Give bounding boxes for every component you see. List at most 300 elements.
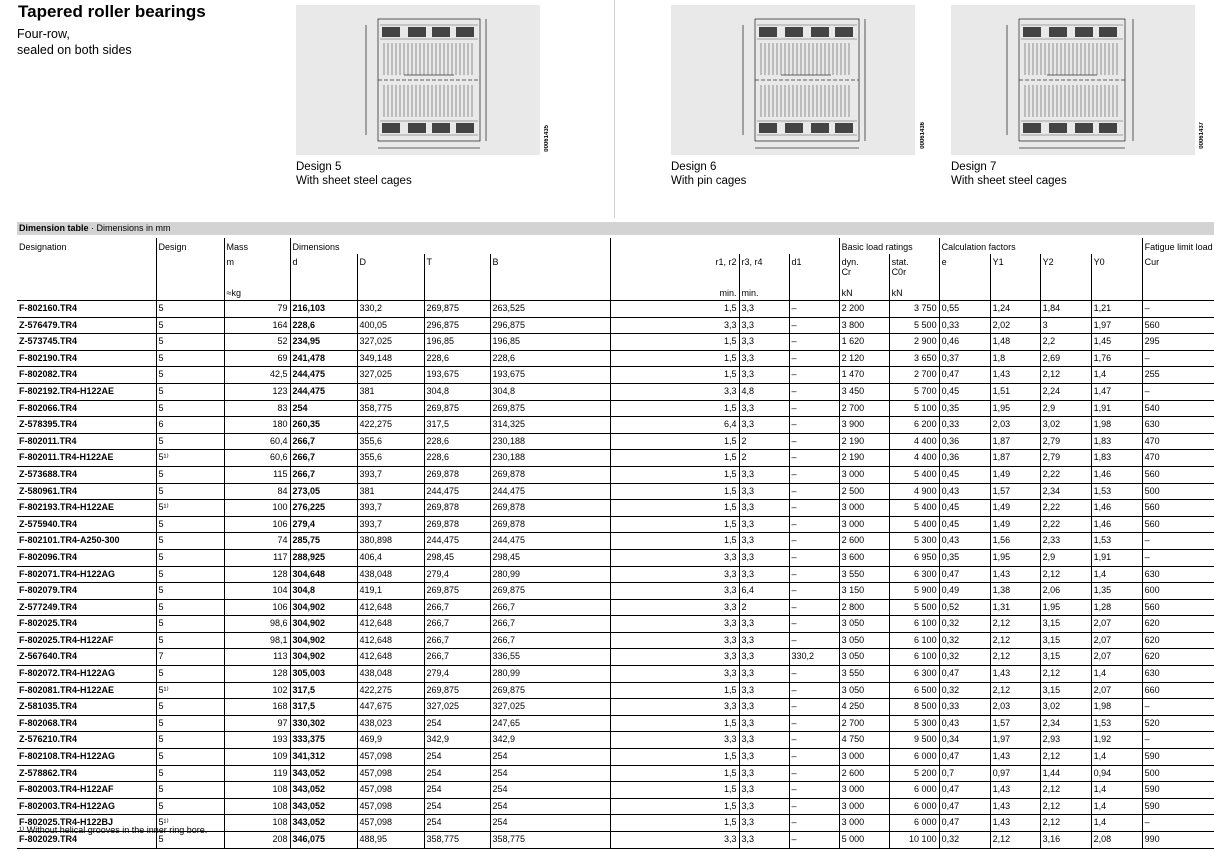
cell-D: 327,025 [357, 367, 424, 384]
divider [614, 0, 615, 218]
cell-cr: 3 600 [839, 549, 889, 566]
col-m: m [224, 254, 290, 283]
cell-r12: 3,3 [610, 599, 739, 616]
cell-r12: 1,5 [610, 301, 739, 318]
cell-designation: Z-576210.TR4 [17, 732, 156, 749]
cell-r12: 3,3 [610, 732, 739, 749]
cell-r12: 3,3 [610, 699, 739, 716]
col-kn1: kN [839, 283, 889, 301]
cell-y0: 1,91 [1091, 400, 1142, 417]
cell-d1: – [789, 666, 839, 683]
cell-cur: – [1142, 732, 1214, 749]
cell-D: 419,1 [357, 583, 424, 600]
cell-designation: F-802192.TR4-H122AE [17, 383, 156, 400]
cell-D: 412,648 [357, 649, 424, 666]
cell-T: 327,025 [424, 699, 490, 716]
cell-T: 228,6 [424, 433, 490, 450]
cell-y0: 1,83 [1091, 450, 1142, 467]
cell-d: 317,5 [290, 699, 357, 716]
table-row [17, 483, 1214, 500]
cell-y2: 2,06 [1040, 583, 1091, 600]
cell-y0: 1,98 [1091, 417, 1142, 434]
cell-y0: 1,53 [1091, 533, 1142, 550]
cell-y2: 2,12 [1040, 815, 1091, 832]
cell-r34: 3,3 [739, 832, 789, 849]
cell-cur: 500 [1142, 765, 1214, 782]
cell-T: 269,878 [424, 466, 490, 483]
table-row [17, 533, 1214, 550]
cell-y1: 1,49 [990, 516, 1040, 533]
cell-designation: Z-573745.TR4 [17, 334, 156, 351]
cell-B: 254 [490, 815, 610, 832]
cell-y1: 1,87 [990, 433, 1040, 450]
cell-r12: 3,3 [610, 583, 739, 600]
cell-y1: 2,12 [990, 616, 1040, 633]
cell-T: 296,875 [424, 317, 490, 334]
cell-cur: – [1142, 699, 1214, 716]
cell-T: 254 [424, 715, 490, 732]
cell-D: 355,6 [357, 450, 424, 467]
cell-designation: F-802068.TR4 [17, 715, 156, 732]
table-row [17, 350, 1214, 367]
table-row [17, 450, 1214, 467]
cell-mass: 113 [224, 649, 290, 666]
cell-B: 266,7 [490, 632, 610, 649]
cell-cur: – [1142, 383, 1214, 400]
table-body [17, 301, 1214, 849]
cell-c0r: 6 000 [889, 815, 939, 832]
h3-empty [156, 283, 224, 301]
cell-r34: 3,3 [739, 649, 789, 666]
cell-designation: F-802025.TR4-H122BJ [17, 815, 156, 832]
cell-d: 285,75 [290, 533, 357, 550]
cell-y0: 1,4 [1091, 815, 1142, 832]
design-6-caption [671, 161, 746, 188]
cell-cr: 3 050 [839, 616, 889, 633]
cell-d1: – [789, 549, 839, 566]
cell-cur: 255 [1142, 367, 1214, 384]
table-row [17, 666, 1214, 683]
cell-T: 254 [424, 798, 490, 815]
cell-y2: 2,34 [1040, 715, 1091, 732]
cell-y0: 0,94 [1091, 765, 1142, 782]
cell-D: 438,048 [357, 666, 424, 683]
col-stat [889, 254, 939, 283]
cell-e: 0,32 [939, 649, 990, 666]
cell-y0: 2,07 [1091, 632, 1142, 649]
cell-c0r: 5 300 [889, 533, 939, 550]
cell-d1: – [789, 732, 839, 749]
cell-y1: 1,97 [990, 732, 1040, 749]
cell-T: 266,7 [424, 616, 490, 633]
cell-T: 279,4 [424, 666, 490, 683]
cell-y2: 1,95 [1040, 599, 1091, 616]
col-r34: r3, r4 [739, 254, 789, 283]
cell-T: 269,878 [424, 516, 490, 533]
cell-e: 0,36 [939, 450, 990, 467]
cell-D: 457,098 [357, 782, 424, 799]
cell-y1: 1,51 [990, 383, 1040, 400]
cell-c0r: 6 000 [889, 798, 939, 815]
cell-mass: 98,6 [224, 616, 290, 633]
cell-mass: 115 [224, 466, 290, 483]
cell-T: 304,8 [424, 383, 490, 400]
cell-d: 304,8 [290, 583, 357, 600]
col-y2: Y2 [1040, 254, 1091, 283]
cell-y2: 2,34 [1040, 483, 1091, 500]
cell-y2: 2,12 [1040, 566, 1091, 583]
cell-mass: 168 [224, 699, 290, 716]
cell-e: 0,47 [939, 749, 990, 766]
cell-c0r: 6 200 [889, 417, 939, 434]
cell-designation: F-802066.TR4 [17, 400, 156, 417]
cell-y1: 2,12 [990, 649, 1040, 666]
cell-T: 254 [424, 749, 490, 766]
cell-cr: 3 550 [839, 666, 889, 683]
cell-designation: Z-575940.TR4 [17, 516, 156, 533]
cell-r12: 3,3 [610, 566, 739, 583]
design-6-label: Design 6 [671, 161, 717, 173]
cell-r34: 3,3 [739, 765, 789, 782]
cell-cr: 3 900 [839, 417, 889, 434]
cell-d1: 330,2 [789, 649, 839, 666]
cell-r34: 3,3 [739, 516, 789, 533]
cell-D: 412,648 [357, 632, 424, 649]
cell-design: 5 [156, 699, 224, 716]
cell-y0: 1,91 [1091, 549, 1142, 566]
cell-e: 0,49 [939, 583, 990, 600]
cell-e: 0,32 [939, 832, 990, 849]
cell-y1: 1,49 [990, 500, 1040, 517]
cell-d1: – [789, 334, 839, 351]
cell-r34: 6,4 [739, 583, 789, 600]
cell-d: 317,5 [290, 682, 357, 699]
cell-design: 5¹⁾ [156, 450, 224, 467]
cell-d1: – [789, 715, 839, 732]
col-kn2: kN [889, 283, 939, 301]
cell-B: 269,875 [490, 400, 610, 417]
cell-y1: 2,12 [990, 632, 1040, 649]
table-row [17, 682, 1214, 699]
cell-e: 0,33 [939, 417, 990, 434]
dimension-table [17, 238, 1214, 849]
cell-c0r: 5 900 [889, 583, 939, 600]
cell-y0: 1,46 [1091, 466, 1142, 483]
cell-r12: 1,5 [610, 350, 739, 367]
cell-mass: 117 [224, 549, 290, 566]
cell-c0r: 5 400 [889, 516, 939, 533]
cell-r34: 3,3 [739, 417, 789, 434]
col-d: d [290, 254, 357, 283]
table-row [17, 732, 1214, 749]
cell-r12: 1,5 [610, 334, 739, 351]
cell-y0: 2,08 [1091, 832, 1142, 849]
cell-r34: 3,3 [739, 533, 789, 550]
cell-B: 336,55 [490, 649, 610, 666]
table-row [17, 649, 1214, 666]
cell-design: 5 [156, 566, 224, 583]
cell-design: 5 [156, 383, 224, 400]
cell-c0r: 10 100 [889, 832, 939, 849]
cell-d1: – [789, 516, 839, 533]
table-row [17, 765, 1214, 782]
cell-mass: 108 [224, 815, 290, 832]
cell-r12: 3,3 [610, 666, 739, 683]
cell-mass: 108 [224, 782, 290, 799]
cell-c0r: 6 300 [889, 666, 939, 683]
cell-mass: 180 [224, 417, 290, 434]
cell-T: 279,4 [424, 566, 490, 583]
col-min1: min. [610, 283, 739, 301]
cell-c0r: 6 000 [889, 749, 939, 766]
cell-y0: 1,21 [1091, 301, 1142, 318]
cell-B: 266,7 [490, 599, 610, 616]
cell-D: 393,7 [357, 466, 424, 483]
cell-designation: Z-577249.TR4 [17, 599, 156, 616]
cell-e: 0,45 [939, 466, 990, 483]
cell-mass: 123 [224, 383, 290, 400]
cell-y0: 1,35 [1091, 583, 1142, 600]
cell-r12: 1,5 [610, 765, 739, 782]
col-design: Design [156, 238, 224, 254]
table-row [17, 433, 1214, 450]
cell-y2: 3,15 [1040, 682, 1091, 699]
cell-e: 0,52 [939, 599, 990, 616]
cell-design: 5 [156, 749, 224, 766]
cell-d: 305,003 [290, 666, 357, 683]
cell-cr: 4 750 [839, 732, 889, 749]
cell-e: 0,32 [939, 616, 990, 633]
cell-y1: 2,03 [990, 417, 1040, 434]
cell-d1: – [789, 450, 839, 467]
cell-design: 5 [156, 516, 224, 533]
cell-y0: 1,53 [1091, 483, 1142, 500]
cell-cr: 3 000 [839, 516, 889, 533]
cell-cur: 620 [1142, 632, 1214, 649]
cell-T: 269,878 [424, 500, 490, 517]
cell-d: 276,225 [290, 500, 357, 517]
cell-d: 260,35 [290, 417, 357, 434]
cell-cur: – [1142, 549, 1214, 566]
col-y0: Y0 [1091, 254, 1142, 283]
cell-r34: 3,3 [739, 483, 789, 500]
cell-B: 269,878 [490, 500, 610, 517]
cell-r34: 3,3 [739, 682, 789, 699]
cell-c0r: 5 300 [889, 715, 939, 732]
cell-mass: 106 [224, 599, 290, 616]
table-row [17, 466, 1214, 483]
cell-D: 400,05 [357, 317, 424, 334]
cell-e: 0,55 [939, 301, 990, 318]
cell-d: 288,925 [290, 549, 357, 566]
cell-B: 314,325 [490, 417, 610, 434]
table-row [17, 616, 1214, 633]
h3-empty [490, 283, 610, 301]
cell-D: 457,098 [357, 765, 424, 782]
cell-design: 5 [156, 350, 224, 367]
cell-y1: 1,38 [990, 583, 1040, 600]
cell-d: 273,05 [290, 483, 357, 500]
col-e: e [939, 254, 990, 283]
cell-r34: 3,3 [739, 500, 789, 517]
cell-r34: 2 [739, 450, 789, 467]
cell-D: 457,098 [357, 815, 424, 832]
cell-cur: 560 [1142, 317, 1214, 334]
cell-r12: 1,5 [610, 682, 739, 699]
cell-d: 266,7 [290, 433, 357, 450]
h3-empty [789, 283, 839, 301]
cell-mass: 84 [224, 483, 290, 500]
cell-y0: 1,46 [1091, 516, 1142, 533]
cell-D: 381 [357, 483, 424, 500]
cell-B: 254 [490, 765, 610, 782]
cell-r34: 3,3 [739, 798, 789, 815]
cell-r34: 3,3 [739, 317, 789, 334]
cell-y1: 1,57 [990, 715, 1040, 732]
cell-designation: Z-576479.TR4 [17, 317, 156, 334]
design-7-docnum: 00061437 [1199, 122, 1205, 149]
cell-B: 280,99 [490, 566, 610, 583]
cell-cr: 5 000 [839, 832, 889, 849]
cell-mass: 108 [224, 798, 290, 815]
cell-e: 0,47 [939, 815, 990, 832]
cell-d1: – [789, 301, 839, 318]
cell-d1: – [789, 749, 839, 766]
cell-cur: 590 [1142, 749, 1214, 766]
cell-cur: 560 [1142, 516, 1214, 533]
cell-r34: 3,3 [739, 566, 789, 583]
col-D: D [357, 254, 424, 283]
cell-cur: 660 [1142, 682, 1214, 699]
col-dyn-label: dyn. [841, 257, 859, 267]
cell-designation: F-802096.TR4 [17, 549, 156, 566]
cell-r12: 3,3 [610, 383, 739, 400]
col-T: T [424, 254, 490, 283]
cell-mass: 83 [224, 400, 290, 417]
cell-e: 0,47 [939, 367, 990, 384]
cell-design: 5 [156, 301, 224, 318]
cell-designation: F-802025.TR4-H122AF [17, 632, 156, 649]
cell-r34: 4,8 [739, 383, 789, 400]
col-calc-factors: Calculation factors [939, 238, 1142, 254]
cell-d1: – [789, 433, 839, 450]
col-cr: Cr [841, 267, 852, 277]
cell-r34: 3,3 [739, 400, 789, 417]
cell-cur: 470 [1142, 450, 1214, 467]
cell-c0r: 5 400 [889, 500, 939, 517]
cell-r34: 3,3 [739, 466, 789, 483]
cell-cr: 3 150 [839, 583, 889, 600]
cell-r12: 1,5 [610, 367, 739, 384]
table-row [17, 749, 1214, 766]
cell-c0r: 6 100 [889, 632, 939, 649]
cell-d: 343,052 [290, 815, 357, 832]
cell-T: 266,7 [424, 599, 490, 616]
dimension-table-bar [17, 222, 1214, 235]
cell-y1: 1,87 [990, 450, 1040, 467]
cell-e: 0,35 [939, 549, 990, 566]
cell-designation: F-802081.TR4-H122AE [17, 682, 156, 699]
cell-cur: 560 [1142, 599, 1214, 616]
cell-r34: 3,3 [739, 732, 789, 749]
cell-r34: 2 [739, 599, 789, 616]
cell-cr: 2 190 [839, 450, 889, 467]
table-row [17, 367, 1214, 384]
cell-d: 343,052 [290, 782, 357, 799]
cell-mass: 119 [224, 765, 290, 782]
cell-designation: F-802190.TR4 [17, 350, 156, 367]
col-r12: r1, r2 [610, 254, 739, 283]
cell-y0: 2,07 [1091, 616, 1142, 633]
design-5-caption [296, 161, 412, 188]
cell-design: 5 [156, 616, 224, 633]
cell-design: 5 [156, 400, 224, 417]
cell-d1: – [789, 616, 839, 633]
table-row [17, 699, 1214, 716]
cell-mass: 193 [224, 732, 290, 749]
cell-y2: 2,12 [1040, 749, 1091, 766]
cell-y1: 1,56 [990, 533, 1040, 550]
cell-designation: F-802101.TR4-A250-300 [17, 533, 156, 550]
cell-d: 304,902 [290, 632, 357, 649]
cell-y2: 2,9 [1040, 400, 1091, 417]
col-designation: Designation [19, 242, 67, 252]
cell-d1: – [789, 367, 839, 384]
cell-T: 244,475 [424, 483, 490, 500]
cell-e: 0,47 [939, 666, 990, 683]
cell-B: 196,85 [490, 334, 610, 351]
cell-cr: 2 200 [839, 301, 889, 318]
col-mass: Mass [224, 238, 290, 254]
cell-r34: 3,3 [739, 715, 789, 732]
design-5-desc: With sheet steel cages [296, 174, 412, 187]
cell-c0r: 9 500 [889, 732, 939, 749]
cell-c0r: 5 500 [889, 317, 939, 334]
cell-y0: 1,4 [1091, 798, 1142, 815]
cell-designation: Z-578395.TR4 [17, 417, 156, 434]
cell-e: 0,33 [939, 317, 990, 334]
cell-r34: 3,3 [739, 301, 789, 318]
cell-y2: 2,9 [1040, 549, 1091, 566]
cell-r12: 1,5 [610, 749, 739, 766]
cell-mass: 98,1 [224, 632, 290, 649]
cell-r12: 3,3 [610, 632, 739, 649]
cell-designation: F-802003.TR4-H122AF [17, 782, 156, 799]
cell-designation: F-802011.TR4-H122AE [17, 450, 156, 467]
cell-B: 269,875 [490, 682, 610, 699]
cell-d1: – [789, 782, 839, 799]
cell-designation: F-802025.TR4 [17, 616, 156, 633]
design-6-desc: With pin cages [671, 174, 747, 187]
cell-cr: 3 050 [839, 682, 889, 699]
cell-r34: 3,3 [739, 815, 789, 832]
cell-T: 269,875 [424, 301, 490, 318]
cell-designation: F-802193.TR4-H122AE [17, 500, 156, 517]
cell-B: 247,65 [490, 715, 610, 732]
cell-design: 5 [156, 732, 224, 749]
cell-designation: F-802072.TR4-H122AG [17, 666, 156, 683]
page-subtitle: Four-row, sealed on both sides [17, 27, 132, 57]
cell-B: 296,875 [490, 317, 610, 334]
cell-cr: 3 050 [839, 649, 889, 666]
table-row [17, 334, 1214, 351]
cell-cur: – [1142, 533, 1214, 550]
cell-cr: 1 620 [839, 334, 889, 351]
cell-y0: 1,98 [1091, 699, 1142, 716]
table-row [17, 566, 1214, 583]
cell-mass: 79 [224, 301, 290, 318]
cell-T: 358,775 [424, 832, 490, 849]
